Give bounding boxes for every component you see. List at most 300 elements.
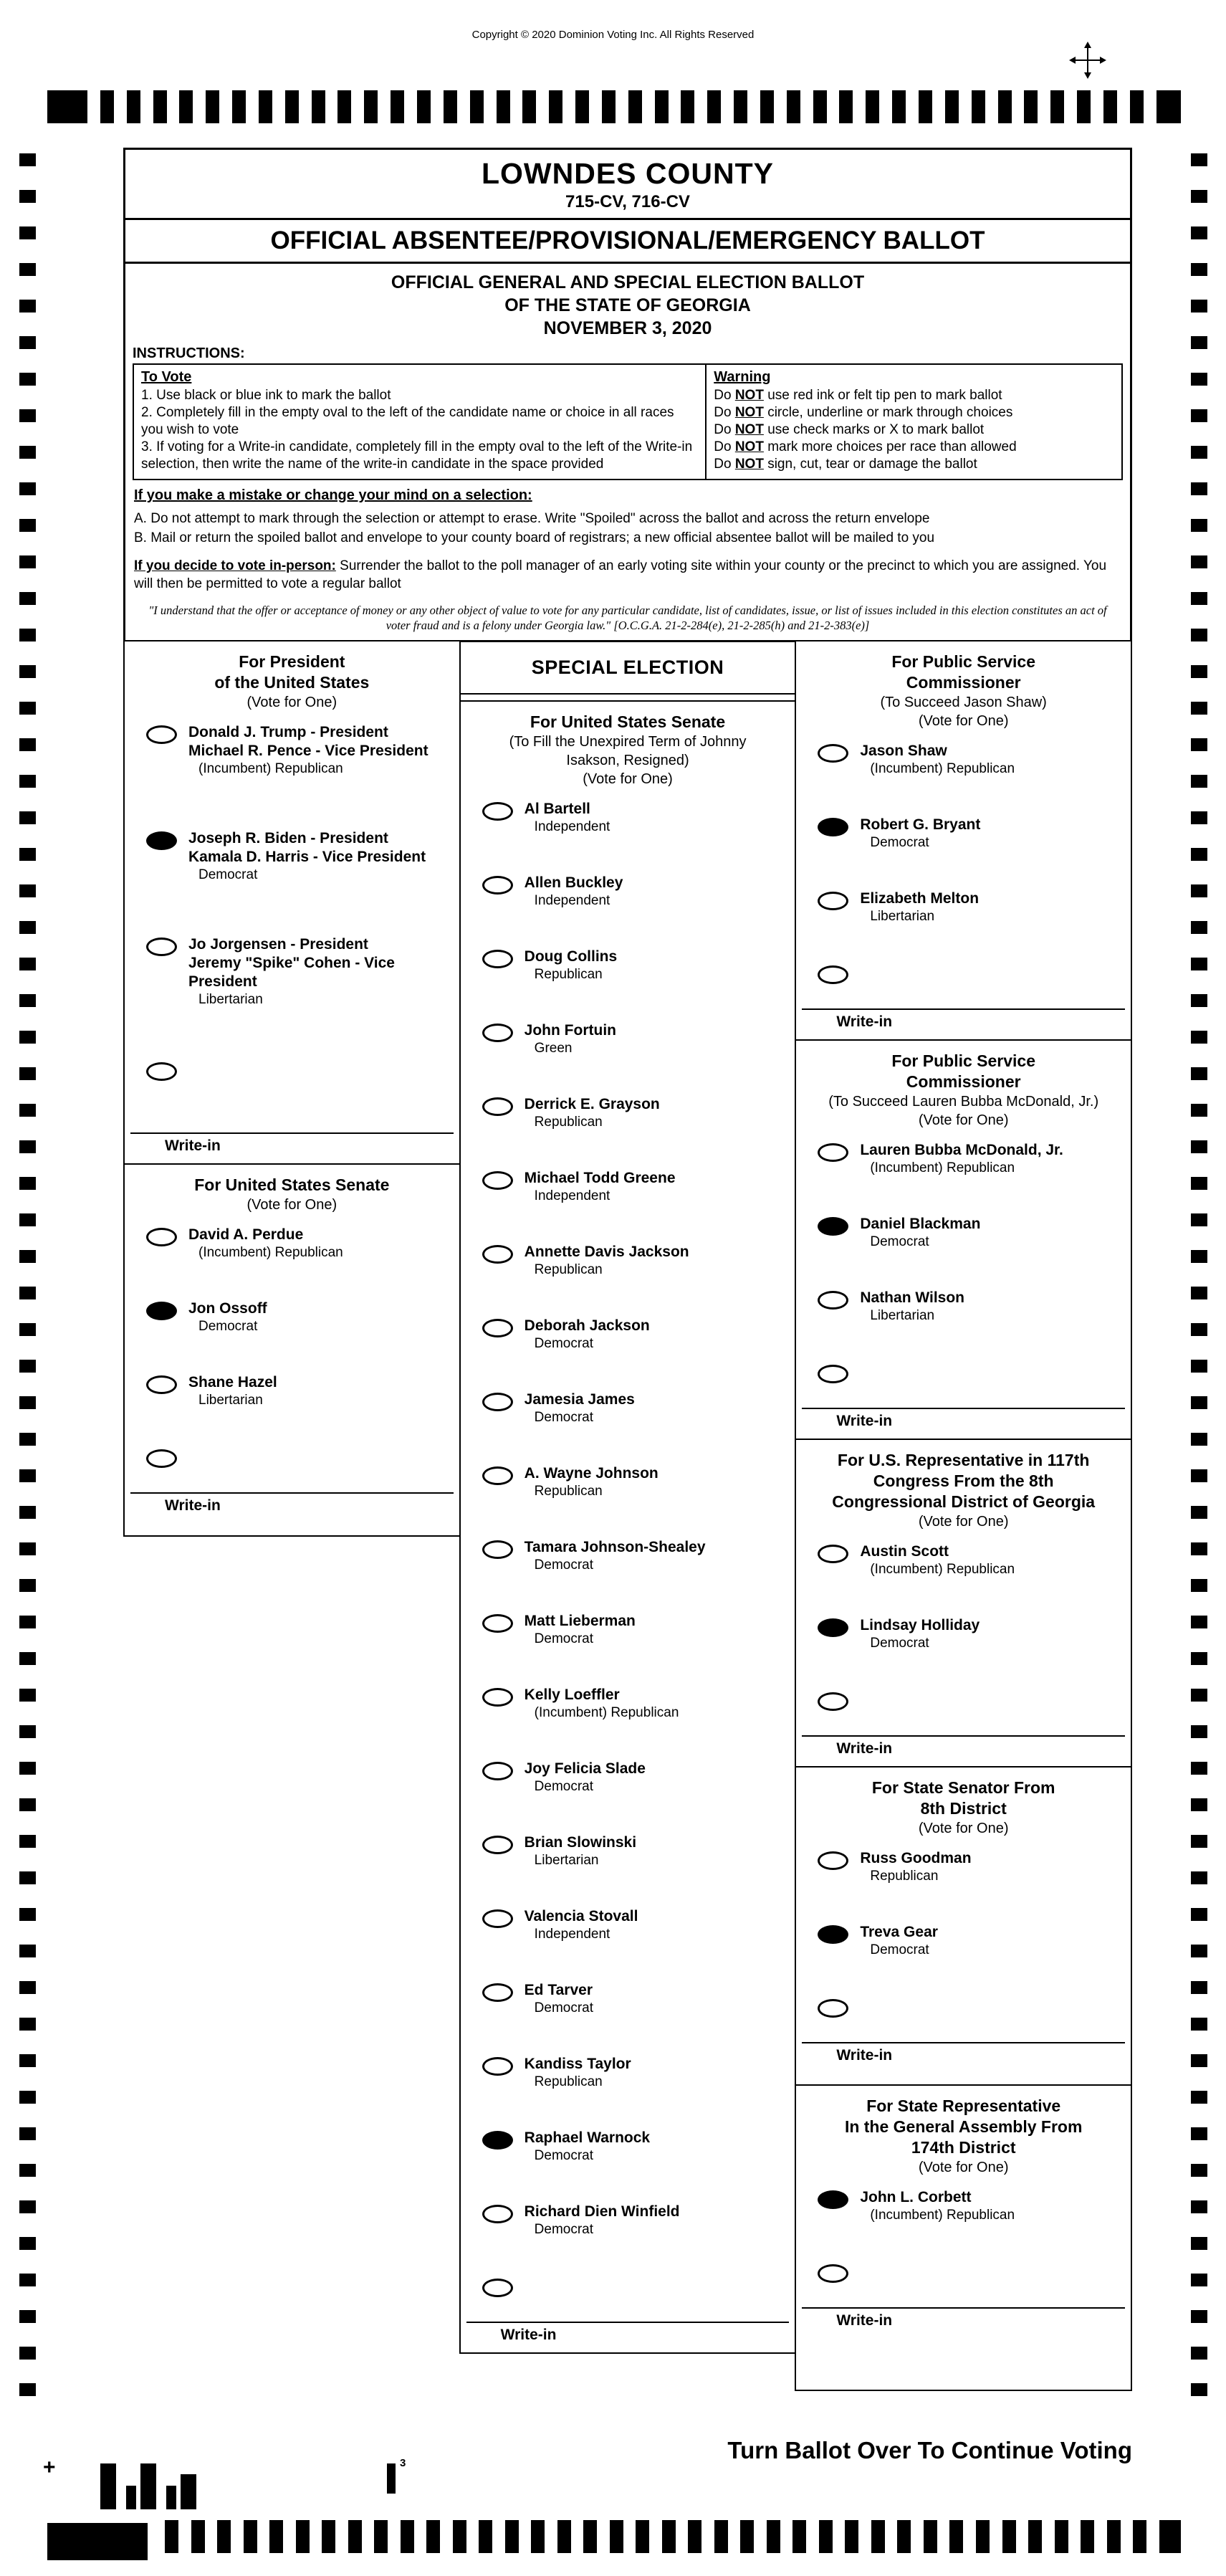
timing-mark (19, 1213, 36, 1226)
vote-oval[interactable] (482, 950, 513, 968)
timing-mark (19, 1725, 36, 1738)
vote-oval[interactable] (818, 1545, 848, 1563)
mistake-item: A. Do not attempt to mark through the selection or attempt to erase. Write "Spoiled" across the ballot and across the return envelope (134, 511, 930, 526)
timing-marks-bottom (165, 2520, 1181, 2553)
candidate-name: A. Wayne Johnson (524, 1465, 659, 1482)
candidate-party: Democrat (198, 867, 258, 882)
vote-oval[interactable] (146, 1375, 177, 1394)
vote-oval[interactable] (482, 1319, 513, 1337)
vote-oval-filled[interactable] (818, 1217, 848, 1236)
timing-mark (792, 2520, 806, 2553)
corner-mark: 3 (400, 2457, 406, 2469)
timing-mark (1191, 2200, 1207, 2213)
candidate-info (860, 1141, 1063, 1177)
candidate-option (125, 1373, 459, 1409)
contest-box (795, 1439, 1132, 1768)
candidate-name: Ed Tarver (524, 1982, 593, 1998)
warning-title: Warning (714, 369, 771, 385)
timing-mark (1191, 1396, 1207, 1409)
write-in-oval[interactable] (146, 1062, 177, 1081)
vote-oval-filled[interactable] (818, 1925, 848, 1944)
candidate-party: Republican (534, 1115, 603, 1130)
candidate-party: (Incumbent) Republican (534, 1705, 679, 1720)
vote-oval-filled[interactable] (818, 1618, 848, 1637)
candidate-option (461, 1464, 795, 1500)
timing-mark (1191, 1871, 1207, 1884)
candidate-party: Democrat (534, 2000, 594, 2016)
timing-mark (19, 300, 36, 313)
timing-mark (19, 629, 36, 641)
write-in-oval[interactable] (146, 1449, 177, 1468)
timing-mark (19, 1469, 36, 1482)
timing-mark (1191, 1798, 1207, 1811)
timing-mark (1191, 1506, 1207, 1519)
candidate-name: Daniel Blackman (860, 1216, 981, 1232)
timing-mark (760, 90, 774, 123)
vote-oval[interactable] (482, 1466, 513, 1485)
write-in-option (796, 1997, 1131, 2018)
timing-mark (1191, 1067, 1207, 1080)
timing-mark (391, 90, 404, 123)
candidate-name: John L. Corbett (860, 2189, 972, 2205)
mistake-instructions (134, 487, 1121, 547)
election-subtitle (125, 264, 1130, 343)
candidate-name: Kamala D. Harris - Vice President (188, 849, 426, 865)
contest-header (461, 706, 795, 800)
timing-mark (1191, 994, 1207, 1007)
candidate-info (860, 1215, 980, 1251)
vote-oval[interactable] (482, 2205, 513, 2223)
warning-item: Do NOT sign, cut, tear or damage the ballot (714, 457, 977, 472)
contest-title: For State Representative (866, 2096, 1061, 2115)
candidate-option (461, 1760, 795, 1795)
candidate-name: Donald J. Trump - President (188, 724, 388, 740)
candidate-info (525, 2203, 680, 2238)
precinct-ids: 715-CV, 716-CV (125, 191, 1130, 220)
candidate-name: Allen Buckley (524, 874, 623, 891)
contest-box (795, 1039, 1132, 1440)
timing-mark (217, 2520, 231, 2553)
timing-mark (417, 90, 431, 123)
timing-mark (871, 2520, 885, 2553)
timing-mark (470, 90, 484, 123)
candidate-option (461, 800, 795, 836)
candidate-info (188, 1373, 277, 1409)
candidate-info (525, 1686, 679, 1722)
timing-mark (285, 90, 299, 123)
candidate-info (188, 1299, 267, 1335)
candidate-info (525, 1169, 676, 1205)
candidate-party: Democrat (534, 1410, 594, 1425)
write-in-option (125, 1447, 459, 1468)
candidate-info (525, 1907, 638, 1943)
candidate-info (860, 1289, 964, 1325)
contest-title: 174th District (911, 2138, 1016, 2157)
county-name: LOWNDES COUNTY (481, 157, 775, 190)
vote-oval-filled[interactable] (146, 1302, 177, 1320)
timing-mark (610, 2520, 623, 2553)
candidate-info (860, 2188, 1015, 2224)
contest-box (123, 640, 461, 1165)
candidate-info (188, 1226, 343, 1261)
candidate-party: (Incumbent) Republican (870, 1562, 1015, 1577)
contest-columns (123, 640, 1132, 2391)
timing-mark (602, 90, 616, 123)
candidate-party: Republican (534, 2074, 603, 2089)
instructions-label: INSTRUCTIONS: (133, 345, 245, 361)
timing-mark (19, 1945, 36, 1957)
subtitle-line-1: OFFICIAL GENERAL AND SPECIAL ELECTION BALLOT (391, 272, 865, 292)
timing-mark (1191, 1835, 1207, 1848)
special-election-banner: SPECIAL ELECTION (459, 640, 797, 695)
contest-subtitle: (To Succeed Lauren Bubba McDonald, Jr.) (828, 1094, 1099, 1110)
timing-mark (583, 2520, 597, 2553)
to-vote-item: 2. Completely fill in the empty oval to the left of the candidate name or choice in all races you wish to vote (141, 405, 674, 437)
timing-mark (1081, 2520, 1094, 2553)
write-in-oval[interactable] (482, 2279, 513, 2297)
timing-mark (1191, 1140, 1207, 1153)
candidate-info (525, 1021, 616, 1057)
timing-marks-right (1191, 153, 1207, 2420)
candidate-info (525, 1612, 636, 1648)
timing-mark (426, 2520, 440, 2553)
timing-mark (1191, 2274, 1207, 2286)
candidate-name: Jo Jorgensen - President (188, 936, 368, 953)
timing-mark (206, 90, 219, 123)
timing-mark (19, 226, 36, 239)
timing-mark (1002, 2520, 1016, 2553)
candidate-party: (Incumbent) Republican (198, 1245, 343, 1260)
candidate-option (125, 829, 459, 884)
timing-mark (1191, 665, 1207, 678)
candidate-option (125, 1299, 459, 1335)
timing-mark (557, 2520, 571, 2553)
timing-mark (165, 2520, 178, 2553)
write-in-option (125, 1060, 459, 1081)
turn-ballot-over-text: Turn Ballot Over To Continue Voting (727, 2437, 1132, 2463)
vote-for-instruction: (Vote for One) (918, 2160, 1009, 2175)
vote-for-instruction: (Vote for One) (246, 1197, 337, 1213)
timing-mark (1191, 519, 1207, 532)
candidate-name: Elizabeth Melton (860, 890, 980, 907)
timing-mark (681, 90, 694, 123)
candidate-name: Nathan Wilson (860, 1289, 964, 1306)
timing-mark (1191, 482, 1207, 495)
candidate-party: Libertarian (870, 1308, 935, 1323)
timing-mark (1191, 1725, 1207, 1738)
timing-mark (19, 1396, 36, 1409)
timing-mark (19, 1689, 36, 1702)
candidate-info (525, 1833, 636, 1869)
timing-mark (1191, 1616, 1207, 1628)
timing-mark (19, 592, 36, 605)
timing-mark (19, 2091, 36, 2104)
copyright-text: Copyright © 2020 Dominion Voting Inc. All Rights Reserved (471, 29, 755, 41)
timing-mark (19, 1762, 36, 1775)
candidate-option (461, 1169, 795, 1205)
write-in-option (796, 1363, 1131, 1383)
candidate-name: Annette Davis Jackson (524, 1244, 689, 1260)
timing-mark (259, 90, 272, 123)
in-person-instructions (134, 557, 1121, 593)
candidate-party: Libertarian (198, 992, 263, 1007)
candidate-name: Richard Dien Winfield (524, 2203, 680, 2220)
candidate-name: Al Bartell (524, 801, 590, 817)
timing-mark (19, 994, 36, 1007)
ballot-code-mark (126, 2486, 136, 2509)
contest-box (795, 2084, 1132, 2391)
timing-mark (19, 1798, 36, 1811)
vote-oval[interactable] (482, 1762, 513, 1780)
timing-mark (839, 90, 853, 123)
timing-mark (1191, 848, 1207, 861)
timing-mark (497, 90, 510, 123)
contest-title: For State Senator From (871, 1778, 1055, 1797)
candidate-party: Democrat (870, 1234, 929, 1249)
ballot-column (459, 640, 797, 2354)
timing-mark (19, 2274, 36, 2286)
vote-oval[interactable] (482, 1983, 513, 2002)
candidate-info (525, 1538, 706, 1574)
timing-mark (19, 190, 36, 203)
write-in-option (796, 963, 1131, 984)
timing-mark (1191, 629, 1207, 641)
fraud-notice: "I understand that the offer or acceptance of money or any other object of value to vote for any particular candidate, list of candidates, issue, or list of issues included in this election constitutes an act of voter fraud and is a felony under Georgia law." [O.C.G.A. 21-2-284(e), 21-2-285(h) and 21-2-383(e)] (148, 604, 1107, 632)
candidate-info (188, 935, 459, 1008)
candidate-info (188, 829, 426, 884)
timing-mark (575, 90, 589, 123)
vote-oval[interactable] (482, 1836, 513, 1854)
contest-title: Commissioner (906, 1072, 1021, 1091)
candidate-name: Jason Shaw (860, 743, 947, 759)
vote-oval-filled[interactable] (818, 2190, 848, 2209)
timing-mark (364, 90, 378, 123)
vote-oval[interactable] (482, 876, 513, 895)
vote-oval-filled[interactable] (818, 818, 848, 836)
timing-mark (19, 1360, 36, 1373)
timing-mark (296, 2520, 310, 2553)
write-in-oval[interactable] (818, 1999, 848, 2018)
candidate-party: Democrat (534, 1631, 594, 1646)
candidate-name: Jon Ossoff (188, 1300, 267, 1317)
write-in-oval[interactable] (818, 965, 848, 984)
timing-mark (337, 90, 351, 123)
vote-oval[interactable] (482, 1909, 513, 1928)
candidate-info (525, 1981, 593, 2017)
timing-mark (1191, 555, 1207, 568)
vote-for-instruction: (Vote for One) (918, 1821, 1009, 1836)
candidate-party: (Incumbent) Republican (870, 2208, 1015, 2223)
mistake-title: If you make a mistake or change your mind on a selection: (134, 487, 532, 503)
vote-oval[interactable] (482, 1171, 513, 1190)
mistake-items (134, 510, 1121, 547)
vote-oval[interactable] (482, 1688, 513, 1707)
timing-mark (19, 153, 36, 166)
timing-mark (1191, 958, 1207, 970)
timing-mark (655, 90, 669, 123)
vote-for-instruction: (Vote for One) (583, 771, 673, 787)
vote-oval[interactable] (482, 1540, 513, 1559)
timing-mark (892, 90, 906, 123)
write-in-oval[interactable] (818, 1365, 848, 1383)
to-vote-item: 3. If voting for a Write-in candidate, completely fill in the empty oval to the left of the Write-in selection, then write the name of the write-in candidate in the space provided (141, 439, 693, 472)
candidate-option (796, 1923, 1131, 1959)
candidate-name: Jeremy "Spike" Cohen - Vice President (188, 955, 395, 990)
vote-oval[interactable] (818, 744, 848, 763)
timing-mark (1191, 1104, 1207, 1117)
timing-mark (19, 336, 36, 349)
timing-mark (1191, 1762, 1207, 1775)
candidate-info (525, 800, 610, 836)
contest-header (125, 1169, 459, 1226)
timing-mark (19, 1140, 36, 1153)
candidate-name: Derrick E. Grayson (524, 1096, 660, 1112)
timing-mark (19, 1981, 36, 1994)
timing-mark (1191, 1981, 1207, 1994)
vote-oval-filled[interactable] (146, 831, 177, 850)
vote-oval[interactable] (818, 1143, 848, 1162)
timing-mark (19, 921, 36, 934)
write-in-label: Write-in (836, 2312, 893, 2329)
timing-mark (179, 90, 193, 123)
vote-oval[interactable] (482, 1245, 513, 1264)
timing-mark (269, 2520, 283, 2553)
timing-mark (19, 1908, 36, 1921)
timing-mark (813, 90, 827, 123)
write-in-oval[interactable] (818, 2264, 848, 2283)
candidate-name: Lauren Bubba McDonald, Jr. (860, 1142, 1063, 1158)
candidate-name: Kelly Loeffler (524, 1687, 620, 1703)
ballot-code-mark (181, 2474, 196, 2509)
timing-mark (19, 1835, 36, 1848)
timing-mark (1191, 592, 1207, 605)
timing-mark (1191, 2310, 1207, 2323)
candidate-party: Democrat (534, 2222, 594, 2237)
candidate-name: Raphael Warnock (524, 2129, 651, 2146)
candidate-info (525, 2129, 650, 2165)
candidate-party: Independent (534, 893, 610, 908)
timing-marks-top (47, 90, 1181, 123)
candidate-name: Robert G. Bryant (860, 816, 981, 833)
candidate-option (461, 1243, 795, 1279)
timing-mark (1191, 2054, 1207, 2067)
timing-mark (19, 1323, 36, 1336)
warning-item: Do NOT mark more choices per race than allowed (714, 439, 1017, 454)
vote-oval[interactable] (482, 2057, 513, 2076)
candidate-party: (Incumbent) Republican (870, 1160, 1015, 1175)
warning-item: Do NOT circle, underline or mark through choices (714, 405, 1013, 420)
candidate-option (461, 1981, 795, 2017)
vote-oval[interactable] (482, 1614, 513, 1633)
write-in-oval[interactable] (818, 1692, 848, 1711)
timing-mark (636, 2520, 649, 2553)
to-vote-title: To Vote (141, 369, 192, 385)
timing-mark (19, 2054, 36, 2067)
instructions-boxes (133, 363, 1123, 480)
candidate-party: Independent (534, 819, 610, 834)
vote-oval[interactable] (482, 802, 513, 821)
candidate-info (525, 948, 618, 983)
vote-oval[interactable] (482, 1097, 513, 1116)
contest-header (796, 1045, 1131, 1141)
vote-oval[interactable] (818, 892, 848, 910)
contest-subtitle: (To Succeed Jason Shaw) (880, 695, 1047, 710)
timing-mark (1191, 446, 1207, 459)
timing-mark (1191, 2164, 1207, 2177)
timing-mark (714, 2520, 728, 2553)
timing-mark (1191, 226, 1207, 239)
timing-mark (1055, 2520, 1068, 2553)
timing-mark (787, 90, 800, 123)
candidate-party: Republican (534, 1484, 603, 1499)
timing-mark (232, 90, 246, 123)
timing-mark (322, 2520, 335, 2553)
candidate-option (461, 1390, 795, 1426)
timing-mark (1191, 884, 1207, 897)
timing-mark (1028, 2520, 1042, 2553)
candidate-party: Libertarian (198, 1393, 263, 1408)
timing-mark (866, 90, 879, 123)
candidate-name: John Fortuin (524, 1022, 616, 1039)
write-in-option (796, 2262, 1131, 2283)
vote-oval[interactable] (146, 938, 177, 956)
timing-mark (976, 2520, 990, 2553)
candidate-info (525, 874, 623, 910)
timing-mark (19, 482, 36, 495)
timing-mark (19, 446, 36, 459)
timing-mark (19, 555, 36, 568)
vote-oval[interactable] (146, 1228, 177, 1246)
contest-title: of the United States (214, 673, 370, 692)
timing-mark (1191, 2127, 1207, 2140)
candidate-party: Democrat (534, 1336, 594, 1351)
candidate-option (461, 1612, 795, 1648)
vote-oval[interactable] (818, 1291, 848, 1310)
timing-mark (1191, 811, 1207, 824)
timing-mark (19, 1067, 36, 1080)
timing-mark (1107, 2520, 1121, 2553)
write-in-label: Write-in (165, 1497, 221, 1514)
timing-mark (1191, 2237, 1207, 2250)
vote-oval[interactable] (482, 1024, 513, 1042)
timing-mark (1191, 300, 1207, 313)
timing-mark (19, 958, 36, 970)
write-in-label: Write-in (836, 1013, 893, 1030)
timing-mark (1191, 2347, 1207, 2360)
timing-mark (1191, 1177, 1207, 1190)
vote-oval[interactable] (482, 1393, 513, 1411)
registration-crosshair-icon (1069, 42, 1106, 79)
timing-mark (19, 2164, 36, 2177)
election-date: NOVEMBER 3, 2020 (543, 318, 712, 338)
vote-oval[interactable] (818, 1851, 848, 1870)
timing-mark (1156, 90, 1181, 123)
to-vote-items (141, 387, 698, 473)
contest-title: For United States Senate (530, 712, 726, 731)
vote-oval[interactable] (146, 725, 177, 744)
timing-mark (845, 2520, 858, 2553)
vote-oval-filled[interactable] (482, 2131, 513, 2150)
contest-title: For United States Senate (194, 1175, 390, 1194)
candidate-name: Valencia Stovall (524, 1908, 638, 1924)
timing-mark (19, 373, 36, 386)
timing-mark (1191, 1652, 1207, 1665)
candidate-party: Republican (534, 967, 603, 982)
candidate-option (461, 1833, 795, 1869)
timing-mark (1191, 1689, 1207, 1702)
timing-mark (19, 2347, 36, 2360)
timing-mark (19, 1177, 36, 1190)
